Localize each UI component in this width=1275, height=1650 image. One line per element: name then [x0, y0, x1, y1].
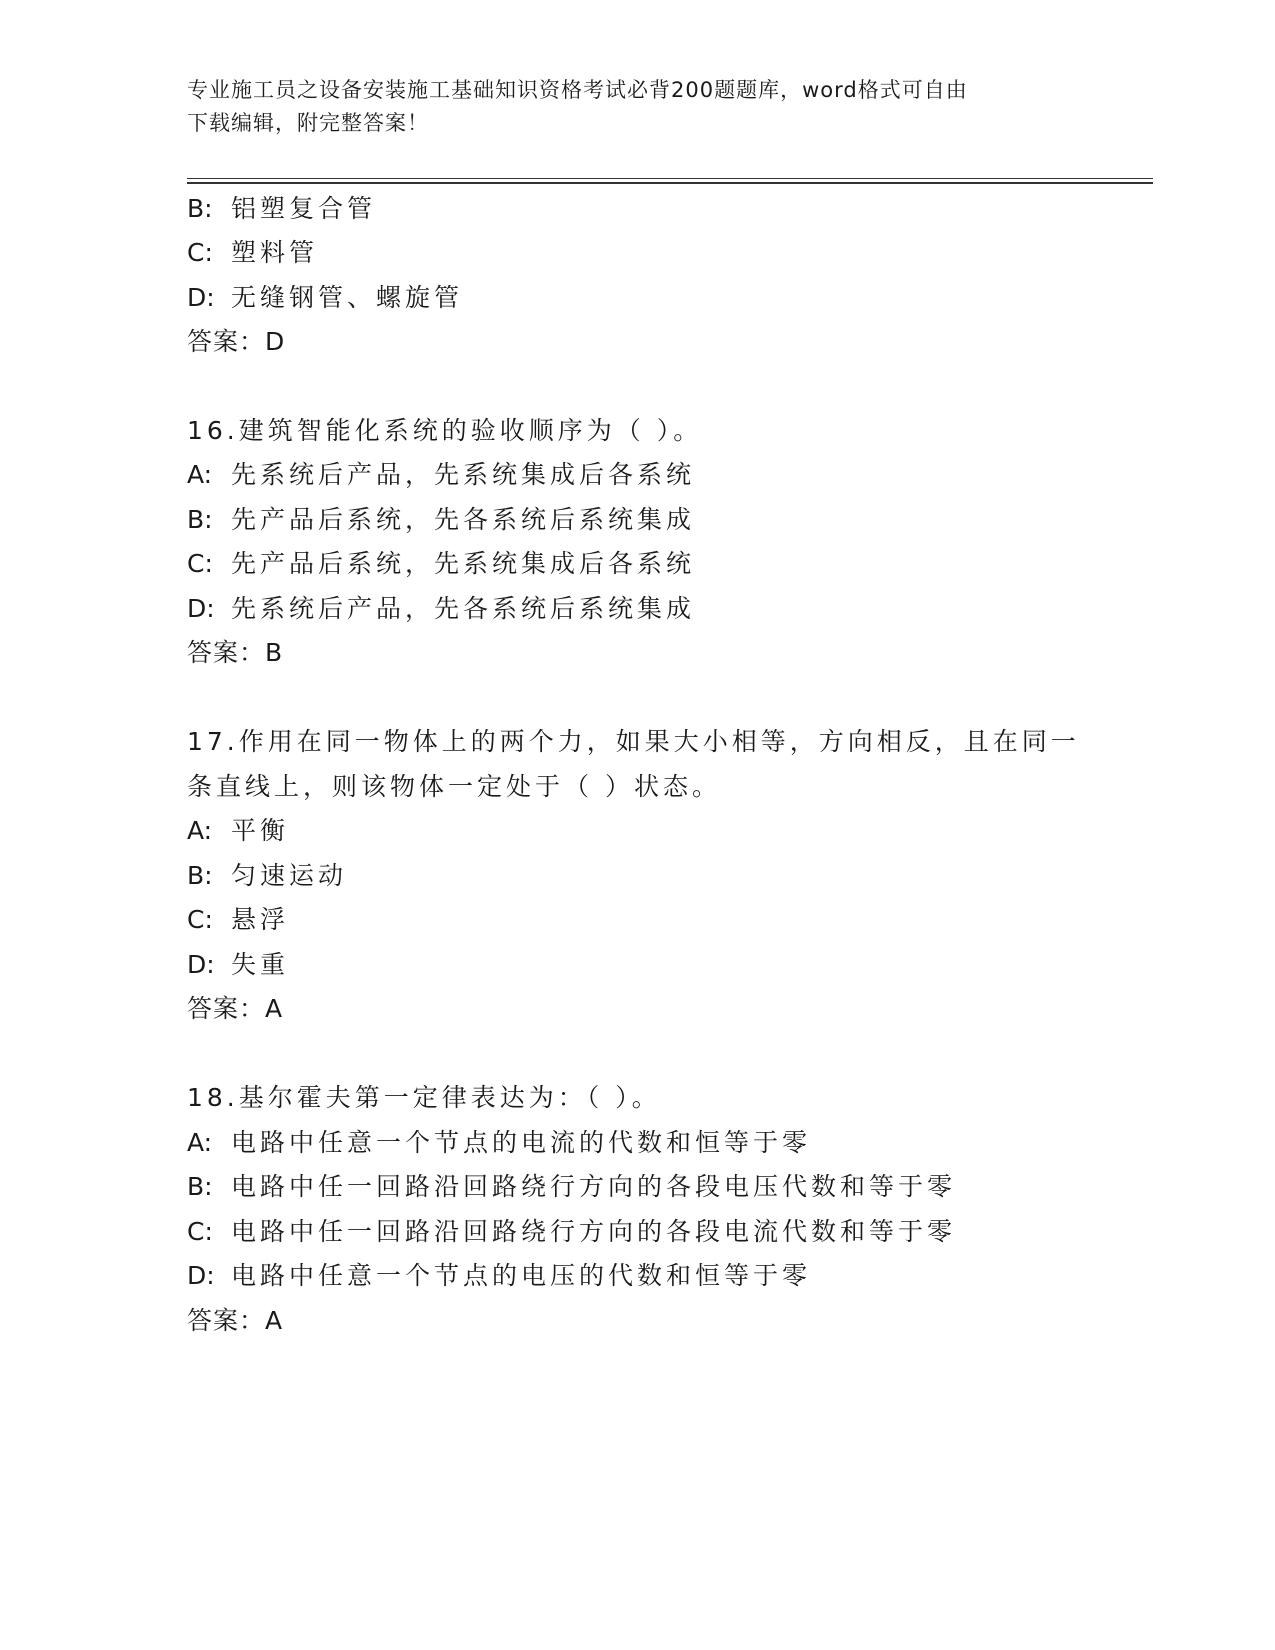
q17-option-b: [187, 859, 347, 893]
option-text: 铝塑复合管: [231, 194, 377, 223]
option-label: B:: [187, 194, 213, 223]
option-text: 电路中任一回路沿回路绕行方向的各段电压代数和等于零: [231, 1172, 957, 1201]
q15-option-b: [187, 192, 376, 226]
q16-option-d: [187, 592, 695, 626]
q17-question-line-1: 17.作用在同一物体上的两个力，如果大小相等，方向相反，且在同一: [187, 727, 1080, 756]
option-text: 悬浮: [231, 905, 290, 934]
option-label: A:: [187, 460, 213, 489]
option-text: 匀速运动: [231, 861, 348, 890]
option-label: D:: [187, 283, 215, 312]
option-text: 无缝钢管、螺旋管: [231, 283, 464, 312]
option-label: B:: [187, 1172, 213, 1201]
option-text: 先系统后产品，先各系统后系统集成: [231, 594, 696, 623]
q18-option-c: [187, 1215, 956, 1249]
header-line-1: 专业施工员之设备安装施工基础知识资格考试必背200题题库，word格式可自由: [187, 78, 968, 102]
q16-option-c: [187, 547, 695, 581]
option-label: B:: [187, 861, 213, 890]
option-text: 先产品后系统，先各系统后系统集成: [231, 505, 696, 534]
option-text: 先系统后产品，先系统集成后各系统: [231, 460, 696, 489]
option-text: 电路中任意一个节点的电流的代数和恒等于零: [231, 1128, 812, 1157]
q18-option-d: [187, 1259, 811, 1293]
q17-answer: 答案：A: [187, 994, 284, 1023]
q16-answer: 答案：B: [187, 638, 284, 667]
q17-option-c: [187, 903, 289, 937]
option-text: 先产品后系统，先系统集成后各系统: [231, 549, 696, 578]
option-label: D:: [187, 1261, 215, 1290]
option-label: C:: [187, 549, 213, 578]
option-text: 塑料管: [231, 238, 319, 267]
option-label: B:: [187, 505, 213, 534]
q15-answer: 答案：D: [187, 327, 286, 356]
option-label: C:: [187, 905, 213, 934]
option-text: 失重: [231, 950, 290, 979]
q16-option-b: [187, 503, 695, 537]
option-text: 电路中任一回路沿回路绕行方向的各段电流代数和等于零: [231, 1217, 957, 1246]
header-divider-thick: [187, 182, 1153, 184]
q15-option-d: [187, 281, 463, 315]
option-label: A:: [187, 816, 213, 845]
q18-question: 18.基尔霍夫第一定律表达为：（ ）。: [187, 1083, 661, 1112]
header-divider-thin: [187, 178, 1153, 179]
q16-option-a: [187, 458, 695, 492]
q15-option-c: [187, 236, 318, 270]
q18-answer: 答案：A: [187, 1306, 284, 1335]
option-text: 电路中任意一个节点的电压的代数和恒等于零: [231, 1261, 812, 1290]
option-label: C:: [187, 1217, 213, 1246]
option-label: D:: [187, 950, 215, 979]
option-label: D:: [187, 594, 215, 623]
q17-option-d: [187, 948, 289, 982]
q16-question: 16.建筑智能化系统的验收顺序为（ ）。: [187, 416, 703, 445]
q17-option-a: [187, 814, 289, 848]
q17-question-line-2: 条直线上，则该物体一定处于（ ）状态。: [187, 772, 721, 801]
document-header: [187, 74, 1087, 140]
option-text: 平衡: [231, 816, 290, 845]
q18-option-b: [187, 1170, 956, 1204]
header-line-2: 下载编辑，附完整答案！: [187, 111, 429, 135]
option-label: A:: [187, 1128, 213, 1157]
option-label: C:: [187, 238, 213, 267]
q18-option-a: [187, 1126, 811, 1160]
